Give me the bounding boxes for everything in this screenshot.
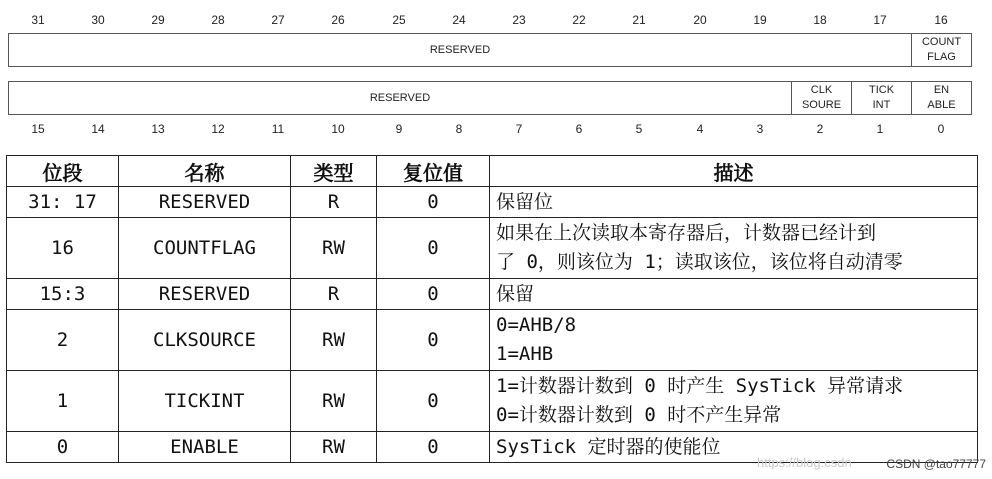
cell-description <box>490 187 978 218</box>
cell-reset: 0 <box>377 371 490 432</box>
bit-number: 23 <box>512 13 526 27</box>
cell-type: R <box>291 187 377 218</box>
description-line: 1=计数器计数到 0 时产生 SysTick 异常请求 <box>496 375 904 397</box>
bit-number: 20 <box>693 13 707 27</box>
field-clksource: CLK SOURE <box>792 82 852 114</box>
cell-name: CLKSOURCE <box>119 310 291 371</box>
table-header-row <box>7 156 978 187</box>
field-reserved-upper: RESERVED <box>9 34 912 66</box>
cell-description <box>490 279 978 310</box>
header-name: 名称 <box>119 156 291 187</box>
bit-number: 19 <box>753 13 767 27</box>
watermark: CSDN @tao77777 <box>886 457 986 471</box>
cell-type: RW <box>291 371 377 432</box>
cell-bits: 15:3 <box>7 279 119 310</box>
description-line: SysTick 定时器的使能位 <box>496 435 721 458</box>
register-description-table <box>6 155 978 463</box>
header-bits: 位段 <box>7 156 119 187</box>
cell-name: RESERVED <box>119 187 291 218</box>
description-line: 1=AHB <box>496 343 554 365</box>
bit-number: 16 <box>934 13 948 27</box>
bit-number: 29 <box>151 13 165 27</box>
cell-reset: 0 <box>377 432 490 463</box>
cell-type: RW <box>291 310 377 371</box>
bit-number: 7 <box>515 122 523 136</box>
cell-type: R <box>291 279 377 310</box>
cell-bits: 16 <box>7 218 119 279</box>
cell-description <box>490 310 978 371</box>
bit-number: 28 <box>211 13 225 27</box>
bit-number: 18 <box>813 13 827 27</box>
table-row <box>7 218 978 279</box>
cell-reset: 0 <box>377 218 490 279</box>
header-description: 描述 <box>490 156 978 187</box>
bit-number: 8 <box>455 122 463 136</box>
table-row <box>7 371 978 432</box>
description-line: 保留 <box>496 282 535 305</box>
cell-name: TICKINT <box>119 371 291 432</box>
table-row <box>7 279 978 310</box>
field-reserved-lower: RESERVED <box>9 82 792 114</box>
bit-number: 11 <box>271 122 285 136</box>
bit-number: 1 <box>876 122 884 136</box>
cell-description <box>490 371 978 432</box>
cell-reset: 0 <box>377 187 490 218</box>
field-countflag: COUNT FLAG <box>921 36 962 63</box>
bit-number: 15 <box>31 122 45 136</box>
cell-name: RESERVED <box>119 279 291 310</box>
cell-reset: 0 <box>377 310 490 371</box>
description-line: 0=AHB/8 <box>496 314 577 336</box>
bit-number: 25 <box>392 13 406 27</box>
header-type: 类型 <box>291 156 377 187</box>
bit-number: 21 <box>632 13 646 27</box>
cell-type: RW <box>291 218 377 279</box>
header-reset: 复位值 <box>377 156 490 187</box>
description-line: 如果在上次读取本寄存器后，计数器已经计到 <box>496 222 877 244</box>
field-tickint: TICK INT <box>852 82 912 114</box>
cell-bits: 31: 17 <box>7 187 119 218</box>
bit-number: 12 <box>211 122 225 136</box>
bit-number: 3 <box>756 122 764 136</box>
bit-number: 31 <box>31 13 45 27</box>
description-line: 0=计数器计数到 0 时不产生异常 <box>496 404 782 426</box>
bit-number: 14 <box>91 122 105 136</box>
register-upper-row <box>8 33 972 67</box>
bit-number: 30 <box>91 13 105 27</box>
cell-name: ENABLE <box>119 432 291 463</box>
table-row <box>7 187 978 218</box>
bit-number: 6 <box>575 122 583 136</box>
table-row <box>7 310 978 371</box>
bit-number: 4 <box>696 122 704 136</box>
cell-description <box>490 218 978 279</box>
cell-name: COUNTFLAG <box>119 218 291 279</box>
bit-number: 0 <box>937 122 945 136</box>
register-lower-row <box>8 81 972 115</box>
bit-number: 9 <box>395 122 403 136</box>
cell-bits: 1 <box>7 371 119 432</box>
bit-number: 26 <box>331 13 345 27</box>
cell-reset: 0 <box>377 279 490 310</box>
field-enable: EN ABLE <box>927 84 956 111</box>
bit-number: 5 <box>635 122 643 136</box>
watermark-url: https://blog.csdn <box>757 455 852 470</box>
bit-number: 13 <box>151 122 165 136</box>
description-line: 保留位 <box>496 190 554 213</box>
bit-number: 27 <box>271 13 285 27</box>
bit-number: 22 <box>572 13 586 27</box>
bit-number: 17 <box>873 13 887 27</box>
cell-bits: 2 <box>7 310 119 371</box>
cell-bits: 0 <box>7 432 119 463</box>
bit-number: 2 <box>816 122 824 136</box>
bit-number: 24 <box>452 13 466 27</box>
cell-type: RW <box>291 432 377 463</box>
bit-number: 10 <box>331 122 345 136</box>
description-line: 了 0，则该位为 1；读取该位，该位将自动清零 <box>496 251 903 273</box>
